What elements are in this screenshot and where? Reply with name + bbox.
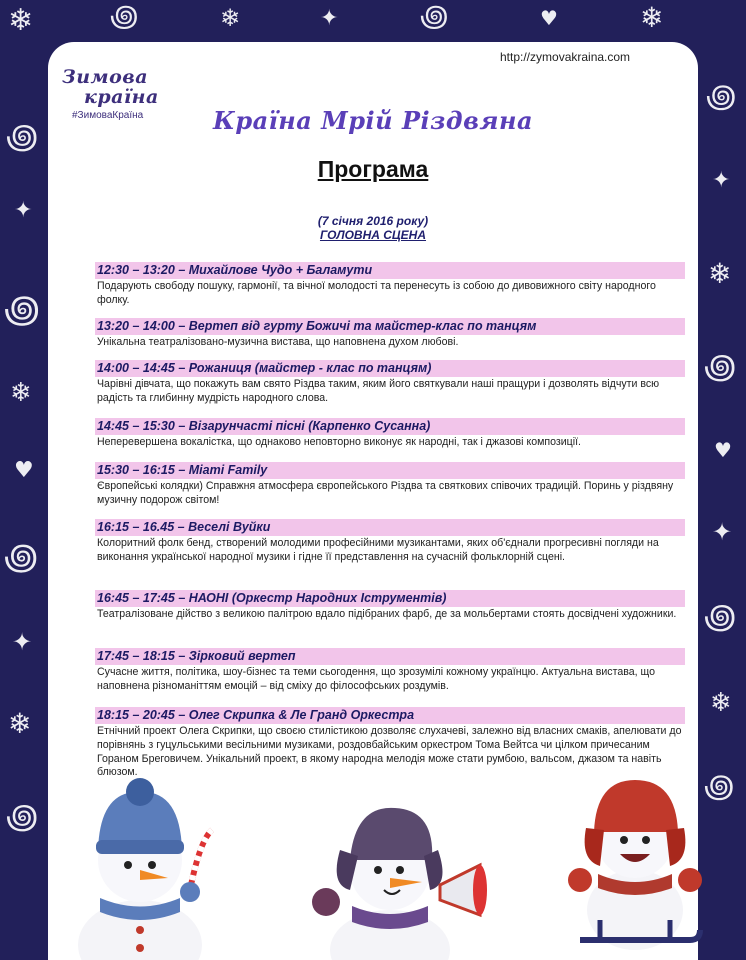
event-time: 15:30 – 16:15 [97,463,175,477]
event-item [95,360,685,406]
star-icon: ✦ [12,628,33,656]
event-item [95,462,685,508]
event-name: Рожаниця (майстер - клас по танцям) [188,361,432,375]
event-time: 16:45 – 17:45 [97,591,175,605]
event-date: (7 січня 2016 року) [317,214,429,228]
heart-icon: ♥ [540,6,558,30]
stage-name: ГОЛОВНА СЦЕНА [319,228,427,242]
event-header: 17:45 – 18:15 – Зірковий вертеп [95,648,685,665]
event-description: Подарують свободу пошуку, гармонії, та вічної молодості та перенесуть із собою до дивовижного світу народного фолку. [97,280,656,306]
event-time: 14:00 – 14:45 [97,361,175,375]
snowman-left-illustration [40,770,240,960]
event-name: Візарунчасті пісні (Карпенко Сусанна) [188,419,431,433]
event-name: НАОНІ (Оркестр Народних Іструментів) [188,591,447,605]
event-item [95,590,685,622]
event-header: 15:30 – 16:15 – Miami Family [95,462,685,479]
program-heading: Програма [317,156,429,182]
event-name: Михайлове Чудо + Баламути [188,263,373,277]
snowflake-icon: ❄ [710,688,732,718]
snowflake-icon: ❄ [708,257,732,290]
event-description: Сучасне життя, політика, шоу-бізнес та теми сьогодення, що зрозумілі кожному українцю. Актуальна вистава, що наповнена різноманіттям емоцій – від сміху до філософських роздумів. [97,666,655,692]
swirl-icon: ꩜ [6,797,39,837]
event-item [95,648,685,694]
event-time: 13:20 – 14:00 [97,319,175,333]
event-description: Етнічний проект Олега Скрипки, що своєю стилістикою дозволяє слухачеві, залежно від власних смаків, апелювати до порівнянь з гуцульськими весільними музиками, роздовбайським оркестром Тома Вейтса чи цілком причесаним Гораном Бреговичем. Унікальний проект, в якому народна мелодія може стати румбою, вальсом, джазом та навіть блюзом. [97,725,682,779]
snowflake-icon: ❄ [10,378,32,408]
star-icon: ✦ [712,168,731,193]
logo-line1: Зимова [62,66,149,88]
event-name: Олег Скрипка & Ле Гранд Оркестра [188,708,415,722]
snowflake-icon: ❄ [220,4,241,32]
event-header: 14:00 – 14:45 – Рожаниця (майстер - клас по танцям) [95,360,685,377]
logo-line2: країна [84,86,159,108]
star-icon: ✦ [320,6,339,31]
event-header: 18:15 – 20:45 – Олег Скрипка & Ле Гранд Оркестра [95,707,685,724]
event-header: 16:15 – 16.45 – Веселі Вуйки [95,519,685,536]
event-name: Зірковий вертеп [188,649,296,663]
swirl-icon: ꩜ [704,347,737,387]
event-description: Неперевершена вокалістка, що однаково неповторно виконує як народні, так і джазові композиції. [97,436,581,448]
event-header: 14:45 – 15:30 – Візарунчасті пісні (Карпенко Сусанна) [95,418,685,435]
event-item [95,418,685,450]
heart-icon: ♥ [714,438,732,462]
swirl-icon: ꩜ [706,77,737,115]
website-url[interactable]: http://zymovakraina.com [500,50,631,64]
event-description: Театралізоване дійство з великою палітрою вдало підібраних фарб, де за мольбертами стоять досвідчені художники. [97,608,677,620]
swirl-icon: ꩜ [4,287,41,331]
event-description: Чарівні дівчата, що покажуть вам свято Різдва таким, яким його святкували наші пращури і дозволять відчути всю радість та глибинну мудрість народного слова. [97,378,660,404]
event-name: Вертеп від гурту Божичі та майстер-клас по танцям [188,319,537,333]
event-time: 14:45 – 15:30 [97,419,175,433]
snowflake-icon: ❄ [8,707,32,740]
star-icon: ✦ [14,198,33,223]
event-time: 16:15 – 16.45 [97,520,175,534]
event-description: Європейські колядки) Справжня атмосфера європейського Різдва та святкових співочих традицій. Поринь у різдвяну музичну подорож світом! [97,480,674,506]
date-block [0,214,746,242]
swirl-icon: ꩜ [704,597,737,637]
snowman-right-illustration [560,770,710,960]
swirl-icon: ꩜ [704,767,735,805]
event-item [95,519,685,565]
page-title: Країна Мрій Різдвяна [212,106,534,135]
event-name: Miami Family [188,463,268,477]
event-time: 17:45 – 18:15 [97,649,175,663]
event-description: Колоритний фолк бенд, створений молодими професійними музикантами, яких об'єднали прогресивні погляди на виконання української народної музики і гідне її представлення на сучасній фольклорній сцені. [97,537,659,563]
star-icon: ✦ [712,518,733,546]
event-time: 18:15 – 20:45 [97,708,175,722]
swirl-icon: ꩜ [4,537,39,578]
event-time: 12:30 – 13:20 [97,263,175,277]
event-item [95,262,685,308]
snowflake-icon: ❄ [640,1,664,34]
event-header: 13:20 – 14:00 – Вертеп від гурту Божичі та майстер-клас по танцям [95,318,685,335]
event-header: 12:30 – 13:20 – Михайлове Чудо + Баламути [95,262,685,279]
event-description: Унікальна театралізовано-музична вистава, що наповнена духом любові. [97,336,459,348]
snowman-middle-illustration [300,790,490,960]
event-item [95,318,685,350]
snowflake-icon: ❄ [8,3,34,38]
heart-icon: ♥ [14,458,34,483]
swirl-icon: ꩜ [6,117,39,157]
event-name: Веселі Вуйки [188,520,271,534]
swirl-icon: ꩜ [420,0,449,34]
logo-hashtag: #ЗимоваКраїна [72,110,144,121]
event-header: 16:45 – 17:45 – НАОНІ (Оркестр Народних Іструментів) [95,590,685,607]
swirl-icon: ꩜ [110,0,139,34]
